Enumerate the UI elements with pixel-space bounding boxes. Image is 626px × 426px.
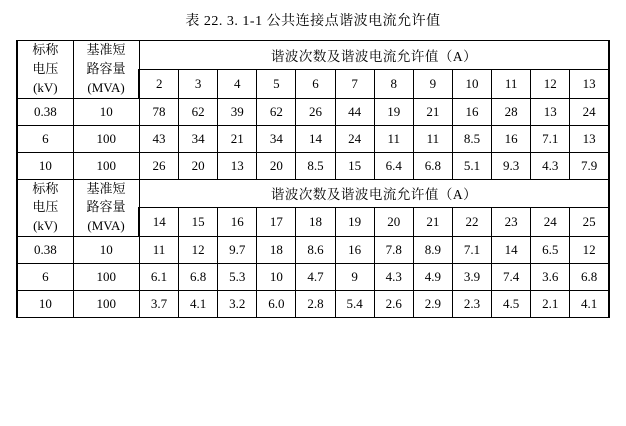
data-cell: 12 (570, 237, 609, 264)
data-cell: 4.1 (179, 291, 218, 318)
order-cell: 12 (531, 69, 570, 98)
data-cell: 6.1 (139, 264, 178, 291)
table-row (17, 125, 609, 152)
order-cell: 4 (218, 69, 257, 98)
row-voltage: 0.38 (17, 98, 73, 125)
data-cell: 4.7 (296, 264, 335, 291)
table-row (17, 152, 609, 179)
data-cell: 28 (492, 98, 531, 125)
data-cell: 4.3 (531, 152, 570, 179)
order-cell: 9 (413, 69, 452, 98)
data-cell: 2.8 (296, 291, 335, 318)
data-cell: 8.5 (296, 152, 335, 179)
data-cell: 14 (296, 125, 335, 152)
row-capacity: 100 (73, 125, 139, 152)
data-cell: 8.9 (413, 237, 452, 264)
table-row (17, 237, 609, 264)
data-cell: 6.8 (413, 152, 452, 179)
data-cell: 11 (374, 125, 413, 152)
data-cell: 16 (452, 98, 491, 125)
order-cell: 14 (139, 208, 178, 237)
header-voltage-label (17, 41, 73, 99)
order-cell: 10 (452, 69, 491, 98)
data-cell: 3.2 (218, 291, 257, 318)
data-cell: 4.3 (374, 264, 413, 291)
data-cell: 43 (139, 125, 178, 152)
header-voltage-line-1: 标称 (32, 42, 59, 57)
row-capacity: 10 (73, 237, 139, 264)
data-cell: 26 (296, 98, 335, 125)
data-cell: 7.1 (531, 125, 570, 152)
data-cell: 8.5 (452, 125, 491, 152)
data-cell: 16 (335, 237, 374, 264)
data-cell: 3.9 (452, 264, 491, 291)
data-cell: 9.3 (492, 152, 531, 179)
data-cell: 21 (218, 125, 257, 152)
order-cell: 22 (452, 208, 491, 237)
row-voltage: 0.38 (17, 237, 73, 264)
data-cell: 6.0 (257, 291, 296, 318)
header-voltage-label (17, 179, 73, 237)
data-cell: 2.9 (413, 291, 452, 318)
header-capacity-line-1: 基准短 (86, 180, 126, 196)
order-cell: 7 (335, 69, 374, 98)
row-voltage: 6 (17, 125, 73, 152)
order-cell: 15 (179, 208, 218, 237)
row-voltage: 6 (17, 264, 73, 291)
header-voltage-line-1: 标称 (32, 180, 59, 196)
data-cell: 20 (257, 152, 296, 179)
header-capacity-label (73, 179, 139, 237)
header-capacity-line-2: 路容量 (86, 199, 126, 215)
row-capacity: 100 (73, 264, 139, 291)
data-cell: 7.8 (374, 237, 413, 264)
header-span-title-block1: 谐波次数及谐波电流允许值（A） (139, 41, 609, 70)
data-cell: 7.4 (492, 264, 531, 291)
order-cell: 11 (492, 69, 531, 98)
data-cell: 21 (413, 98, 452, 125)
data-cell: 16 (492, 125, 531, 152)
data-cell: 13 (570, 125, 609, 152)
row-capacity: 100 (73, 291, 139, 318)
data-cell: 26 (139, 152, 178, 179)
data-cell: 9 (335, 264, 374, 291)
data-cell: 2.1 (531, 291, 570, 318)
order-cell: 24 (531, 208, 570, 237)
data-cell: 34 (179, 125, 218, 152)
header-capacity-line-2: 路容量 (86, 60, 126, 76)
order-cell: 3 (179, 69, 218, 98)
data-cell: 13 (218, 152, 257, 179)
order-cell: 8 (374, 69, 413, 98)
row-capacity: 100 (73, 152, 139, 179)
data-cell: 4.1 (570, 291, 609, 318)
data-cell: 39 (218, 98, 257, 125)
data-cell: 62 (257, 98, 296, 125)
order-cell: 19 (335, 208, 374, 237)
header-capacity-label (73, 41, 139, 99)
table-row (17, 264, 609, 291)
data-cell: 12 (179, 237, 218, 264)
data-cell: 13 (531, 98, 570, 125)
data-cell: 20 (179, 152, 218, 179)
data-cell: 9.7 (218, 237, 257, 264)
data-cell: 44 (335, 98, 374, 125)
order-cell: 21 (413, 208, 452, 237)
data-cell: 6.4 (374, 152, 413, 179)
data-cell: 5.1 (452, 152, 491, 179)
data-cell: 4.5 (492, 291, 531, 318)
table-header-row-block1 (17, 41, 609, 70)
data-cell: 11 (413, 125, 452, 152)
header-capacity-line-1: 基准短 (86, 42, 126, 57)
row-capacity: 10 (73, 98, 139, 125)
header-capacity-line-3: (MVA) (87, 79, 125, 95)
data-cell: 6.8 (570, 264, 609, 291)
header-voltage-line-3: (kV) (33, 218, 58, 234)
order-cell: 18 (296, 208, 335, 237)
data-cell: 19 (374, 98, 413, 125)
data-cell: 7.9 (570, 152, 609, 179)
data-cell: 3.6 (531, 264, 570, 291)
data-cell: 3.7 (139, 291, 178, 318)
order-cell: 6 (296, 69, 335, 98)
data-cell: 18 (257, 237, 296, 264)
order-cell: 20 (374, 208, 413, 237)
header-voltage-line-3: (kV) (33, 79, 58, 95)
data-cell: 4.9 (413, 264, 452, 291)
row-voltage: 10 (17, 152, 73, 179)
data-cell: 6.8 (179, 264, 218, 291)
order-cell: 25 (570, 208, 609, 237)
harmonic-current-table (16, 40, 610, 318)
row-voltage: 10 (17, 291, 73, 318)
table-row (17, 98, 609, 125)
order-cell: 5 (257, 69, 296, 98)
data-cell: 11 (139, 237, 178, 264)
order-cell: 2 (139, 69, 178, 98)
data-cell: 6.5 (531, 237, 570, 264)
header-voltage-line-2: 电压 (32, 199, 59, 215)
data-cell: 10 (257, 264, 296, 291)
data-cell: 34 (257, 125, 296, 152)
data-cell: 5.3 (218, 264, 257, 291)
data-cell: 24 (335, 125, 374, 152)
data-cell: 14 (492, 237, 531, 264)
order-cell: 17 (257, 208, 296, 237)
header-span-title-block2: 谐波次数及谐波电流允许值（A） (139, 179, 609, 208)
data-cell: 5.4 (335, 291, 374, 318)
data-cell: 2.3 (452, 291, 491, 318)
data-cell: 8.6 (296, 237, 335, 264)
header-capacity-line-3: (MVA) (87, 218, 125, 234)
table-header-row-block2 (17, 179, 609, 208)
table-row (17, 291, 609, 318)
order-cell: 13 (570, 69, 609, 98)
data-cell: 2.6 (374, 291, 413, 318)
data-cell: 7.1 (452, 237, 491, 264)
data-cell: 24 (570, 98, 609, 125)
table-caption: 表 22. 3. 1-1 公共连接点谐波电流允许值 (185, 14, 441, 29)
data-cell: 62 (179, 98, 218, 125)
order-cell: 23 (492, 208, 531, 237)
header-voltage-line-2: 电压 (32, 60, 59, 76)
order-cell: 16 (218, 208, 257, 237)
data-cell: 78 (139, 98, 178, 125)
data-cell: 15 (335, 152, 374, 179)
